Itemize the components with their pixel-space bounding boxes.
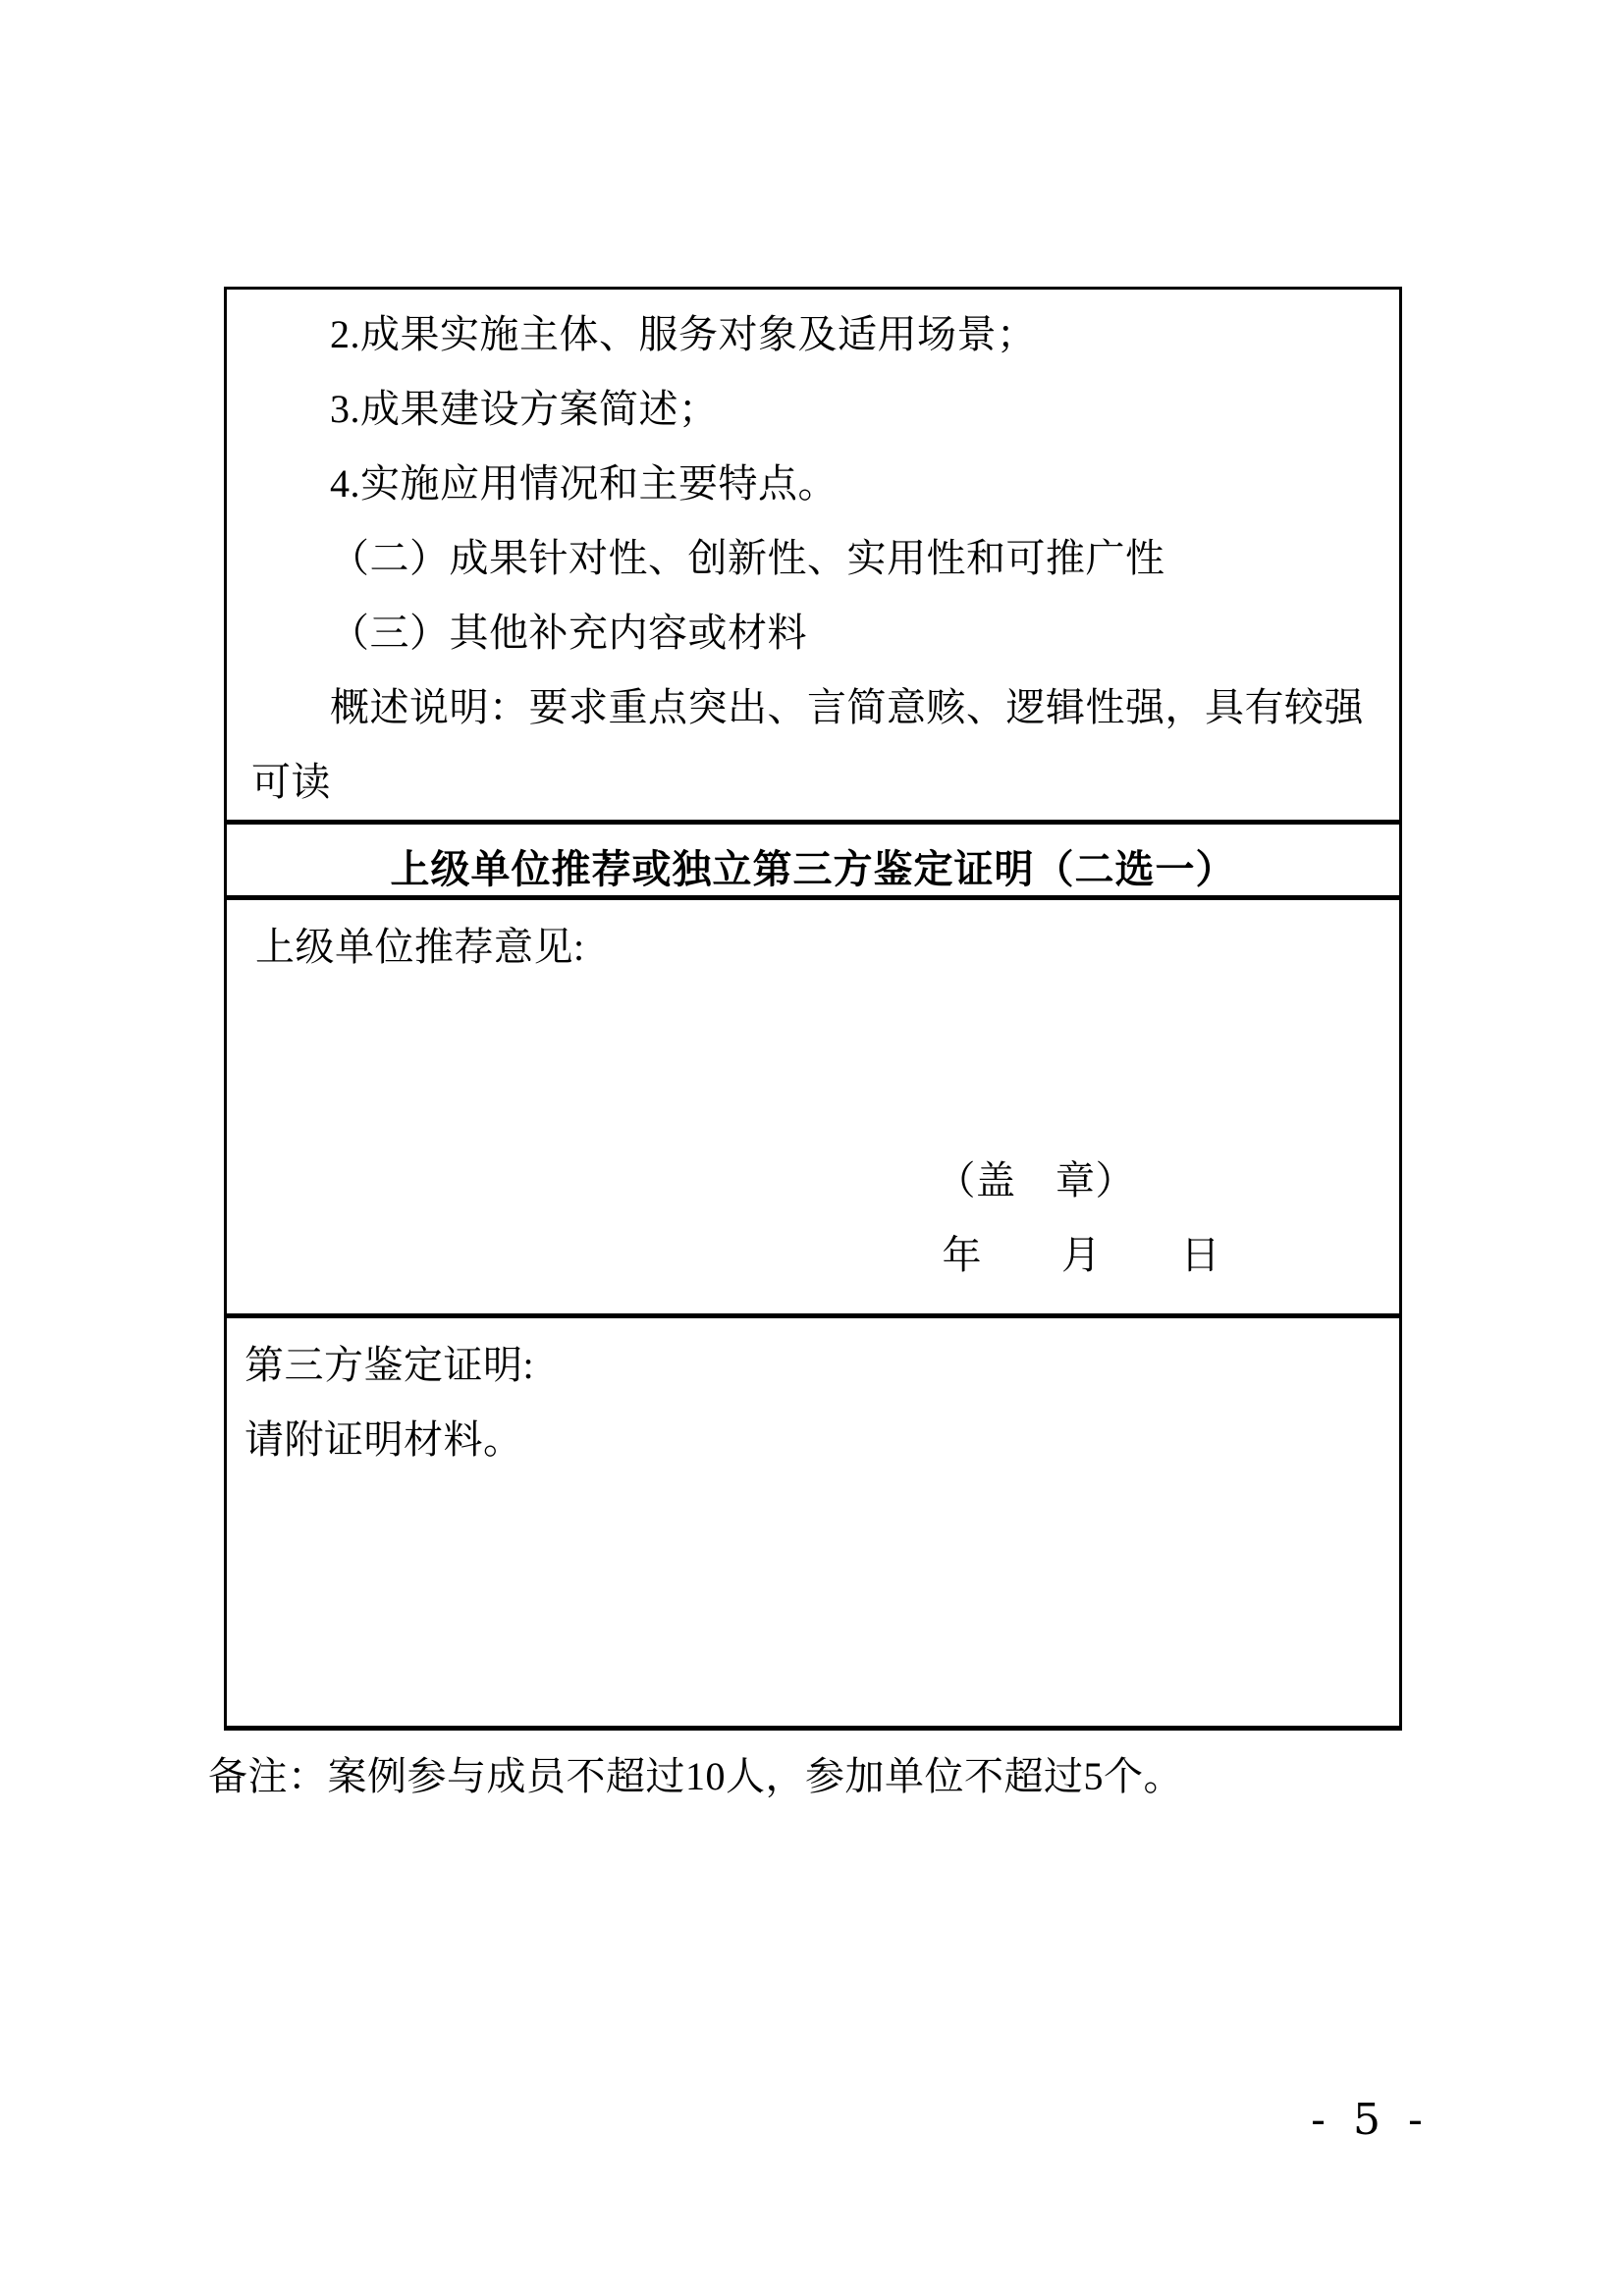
third-party-certification-cell: [227, 1318, 1399, 1726]
page-number: - 5 -: [1311, 2095, 1423, 2145]
overview-line-item-2: 2.成果实施主体、服务对象及适用场景；: [330, 312, 1037, 356]
certification-section-title: 上级单位推荐或独立第三方鉴定证明（二选一）: [390, 846, 1236, 891]
certification-section-header: [227, 825, 1399, 900]
date-placeholder: 年 月 日: [942, 1233, 1220, 1277]
form-table: [224, 287, 1402, 1731]
overview-line-section-3: （三）其他补充内容或材料: [330, 611, 807, 655]
stamp-placeholder: （盖 章）: [936, 1158, 1135, 1202]
third-party-note: 请附证明材料。: [244, 1417, 523, 1462]
overview-section: [227, 290, 1399, 825]
remarks-footnote: 备注：案例参与成员不超过10人，参加单位不超过5个。: [208, 1754, 1183, 1798]
overview-line-section-2: （二）成果针对性、创新性、实用性和可推广性: [330, 536, 1165, 580]
overview-line-item-3: 3.成果建设方案简述；: [330, 387, 719, 431]
overview-line-item-4: 4.实施应用情况和主要特点。: [330, 461, 838, 506]
recommendation-blank-space: [255, 985, 1376, 1134]
superior-unit-recommendation-cell: [227, 900, 1399, 1318]
overview-note-line-1: 概述说明：要求重点突出、言简意赅、逻辑性强，具有较强可读: [251, 685, 1364, 804]
recommendation-label: 上级单位推荐意见:: [255, 925, 585, 969]
third-party-label: 第三方鉴定证明:: [244, 1343, 535, 1387]
